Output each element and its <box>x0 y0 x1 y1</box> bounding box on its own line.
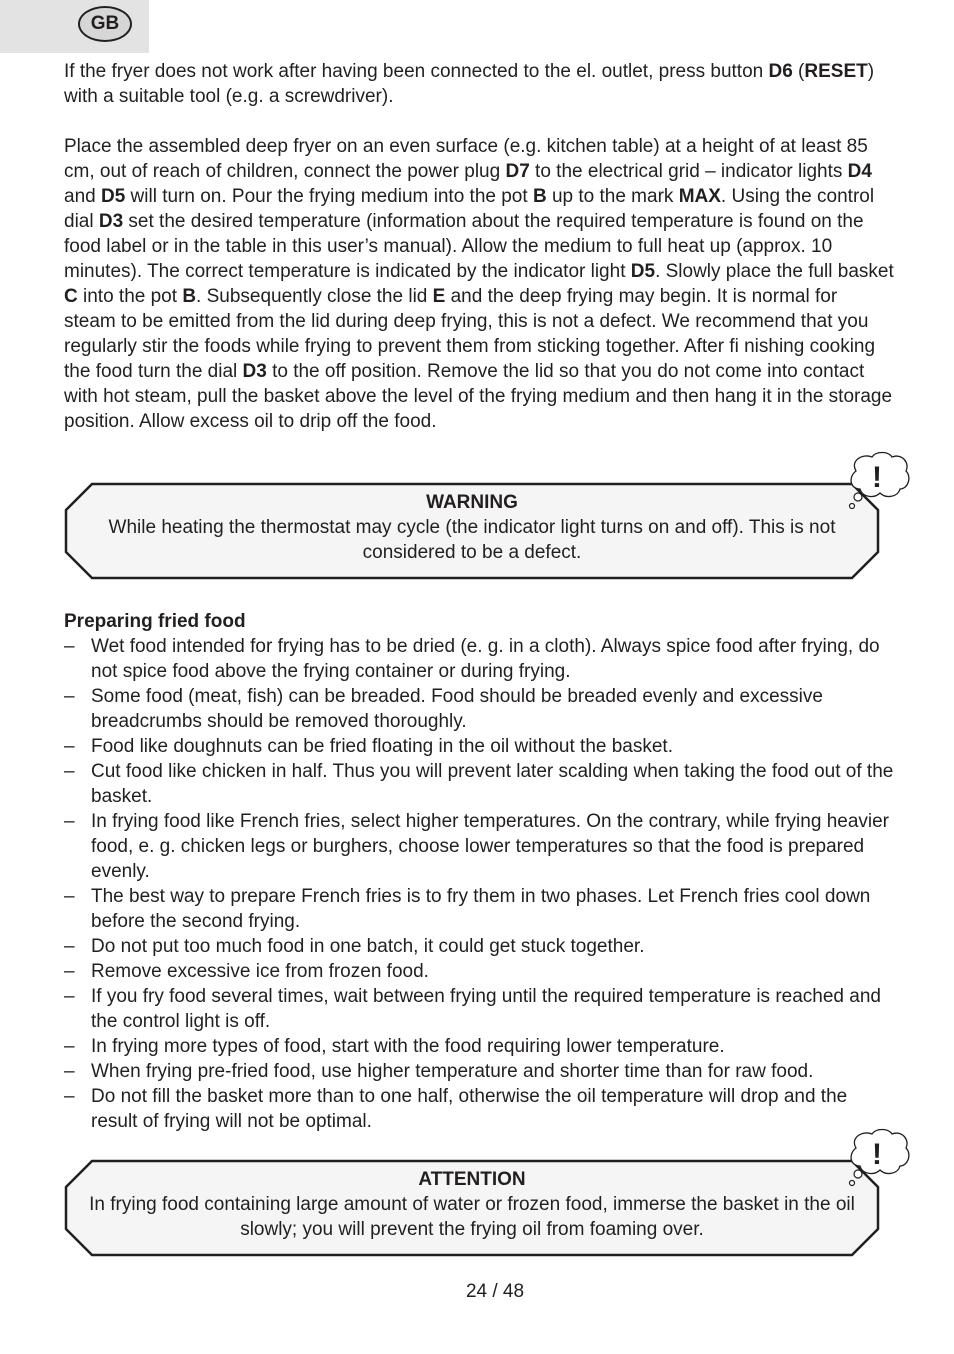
list-dash: – <box>64 811 75 832</box>
text-run: ) with a suitable tool (e.g. a screwdriver). <box>64 61 875 107</box>
attention-title: ATTENTION <box>418 1169 526 1190</box>
bold-reference: B <box>182 286 197 307</box>
list-item <box>64 959 894 984</box>
text-run: to the off position. Remove the lid so that you do not come into contact with hot steam, pull the basket above the level of the frying medium and then hang it in the storage position. Allow excess oil to drip off the food. <box>64 361 893 432</box>
bold-reference: D6 <box>768 61 793 82</box>
text-run: . Slowly place the full basket <box>655 261 894 282</box>
bold-reference: D5 <box>100 186 126 207</box>
warning-text: While heating the thermostat may cycle (the indicator light turns on and off). This is not considered to be a defect. <box>108 517 836 563</box>
language-badge: GB <box>78 6 132 42</box>
attention-exclamation: ! <box>872 1138 882 1171</box>
list-item <box>64 884 894 934</box>
list-item-text: In frying more types of food, start with the food requiring lower temperature. <box>91 1036 725 1057</box>
text-run: ( <box>792 61 805 82</box>
text-run: set the desired temperature (information about the required temperature is found on the food label or in the table in this user’s manual). Allow the medium to full heat up (approx. 10 minutes). The correct temperature is indicated by the indicator light <box>64 211 864 282</box>
text-run: and the deep frying may begin. It is normal for steam to be emitted from the lid during deep frying, this is not a defect. We recommend that you regularly stir the foods while frying to prevent them from sticking together. After fi nishing cooking the food turn the dial <box>64 286 876 382</box>
list-dash: – <box>64 1086 75 1107</box>
list-item <box>64 634 894 684</box>
text-run: to the electrical grid – indicator lights <box>529 161 848 182</box>
list-dash: – <box>64 961 75 982</box>
warning-bubble-icon <box>842 451 912 513</box>
list-item <box>64 809 894 884</box>
list-item <box>64 759 894 809</box>
list-dash: – <box>64 636 75 657</box>
language-tab <box>0 0 149 53</box>
warning-title: WARNING <box>426 492 518 513</box>
preparing-list <box>64 634 894 1134</box>
text-run: will turn on. Pour the frying medium into the pot <box>125 186 533 207</box>
text-run: up to the mark <box>546 186 679 207</box>
warning-box <box>64 482 880 580</box>
text-run: . Using the control dial <box>64 186 875 232</box>
list-item <box>64 1084 894 1134</box>
text-run: and <box>64 186 101 207</box>
list-item-text: The best way to prepare French fries is to fry them in two phases. Let French fries cool down before the second frying. <box>91 886 871 932</box>
preparing-title: Preparing fried food <box>64 611 246 632</box>
attention-box <box>64 1159 880 1257</box>
intro-paragraph <box>64 59 894 109</box>
list-item-text: Cut food like chicken in half. Thus you will prevent later scalding when taking the food out of the basket. <box>91 761 894 807</box>
warning-exclamation: ! <box>872 461 882 494</box>
bold-reference: D3 <box>242 361 267 382</box>
bold-reference: B <box>532 186 547 207</box>
list-item-text: In frying food like French fries, select higher temperatures. On the contrary, while frying heavier food, e. g. chicken legs or burghers, choose lower temperatures so that the food is prepared evenly. <box>91 811 890 882</box>
list-item <box>64 684 894 734</box>
text-run: . Subsequently close the lid <box>196 286 433 307</box>
list-dash: – <box>64 686 75 707</box>
list-item <box>64 1059 894 1084</box>
list-dash: – <box>64 886 75 907</box>
list-dash: – <box>64 1036 75 1057</box>
bold-reference: D5 <box>630 261 656 282</box>
bold-reference: D4 <box>847 161 872 182</box>
list-item-text: Food like doughnuts can be fried floating in the oil without the basket. <box>91 736 673 757</box>
list-dash: – <box>64 986 75 1007</box>
list-dash: – <box>64 936 75 957</box>
page-number: 24 / 48 <box>465 1281 525 1302</box>
bold-reference: D7 <box>505 161 530 182</box>
instructions-paragraph <box>64 134 894 434</box>
list-item <box>64 734 894 759</box>
list-dash: – <box>64 736 75 757</box>
list-item-text: When frying pre-fried food, use higher temperature and shorter time than for raw food. <box>91 1061 814 1082</box>
text-run: Place the assembled deep fryer on an even surface (e.g. kitchen table) at a height of at least 85 cm, out of reach of children, connect the power plug <box>64 136 868 182</box>
list-item <box>64 984 894 1034</box>
list-item <box>64 1034 894 1059</box>
list-item <box>64 934 894 959</box>
attention-text: In frying food containing large amount of water or frozen food, immerse the basket in the oil slowly; you will prevent the frying oil from foaming over. <box>89 1194 855 1240</box>
bold-reference: C <box>64 286 78 307</box>
list-dash: – <box>64 1061 75 1082</box>
list-item-text: Do not put too much food in one batch, it could get stuck together. <box>91 936 645 957</box>
bold-reference: RESET <box>804 61 868 82</box>
list-item-text: Remove excessive ice from frozen food. <box>91 961 429 982</box>
bold-reference: MAX <box>678 186 721 207</box>
list-item-text: Do not fill the basket more than to one half, otherwise the oil temperature will drop and the result of frying will not be optimal. <box>91 1086 848 1132</box>
attention-bubble-icon <box>842 1128 912 1190</box>
list-item-text: Some food (meat, fish) can be breaded. Food should be breaded evenly and excessive breadcrumbs should be removed thoroughly. <box>91 686 823 732</box>
list-item-text: If you fry food several times, wait between frying until the required temperature is reached and the control light is off. <box>91 986 881 1032</box>
bold-reference: E <box>432 286 446 307</box>
list-dash: – <box>64 761 75 782</box>
text-run: into the pot <box>77 286 183 307</box>
bold-reference: D3 <box>98 211 124 232</box>
text-run: If the fryer does not work after having been connected to the el. outlet, press button <box>64 61 769 82</box>
list-item-text: Wet food intended for frying has to be dried (e. g. in a cloth). Always spice food after frying, do not spice food above the frying container or during frying. <box>91 636 880 682</box>
